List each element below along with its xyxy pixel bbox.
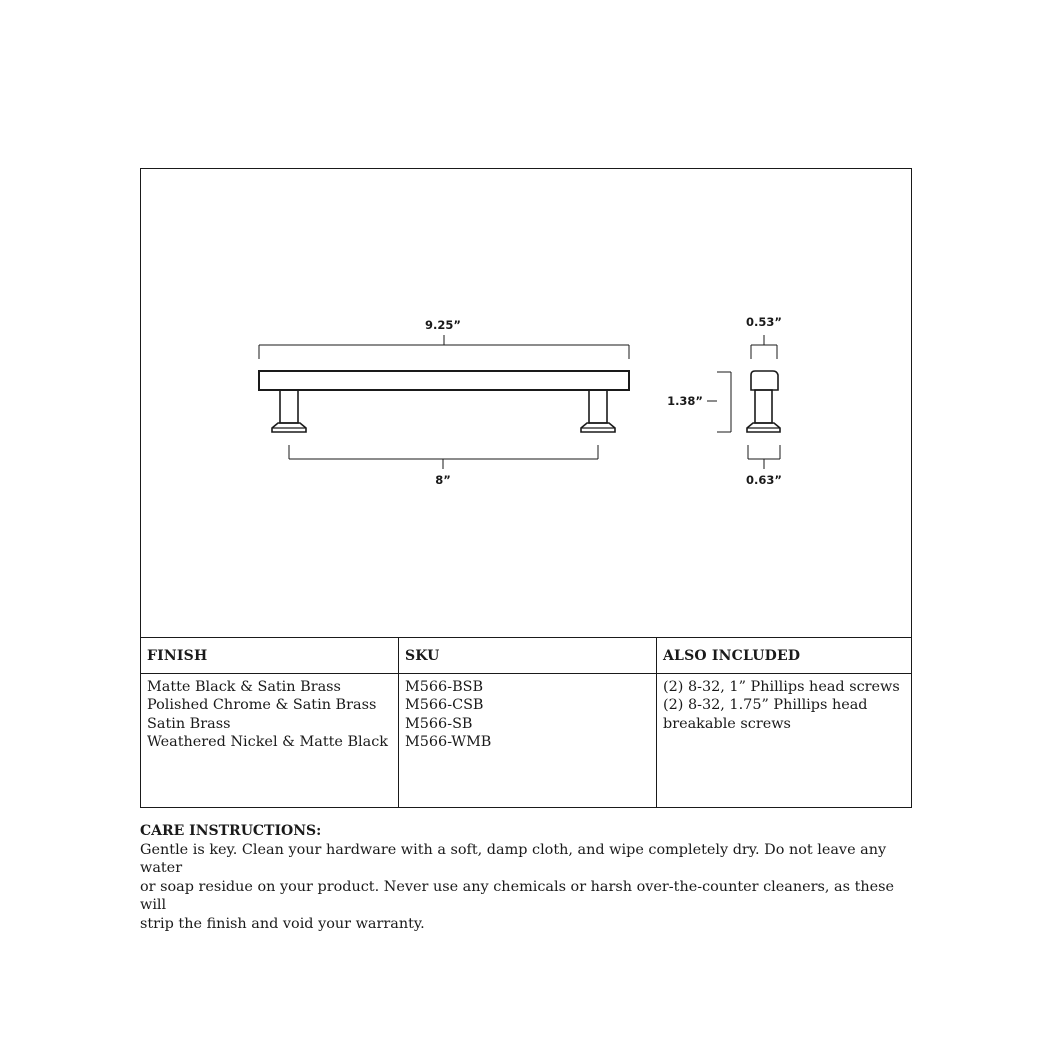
also-included-column — [656, 638, 911, 808]
finish-column — [141, 638, 398, 808]
finish-list — [141, 674, 398, 752]
care-text-line: or soap residue on your product. Never use any chemicals or harsh over-the-counter cleaners, as these will — [140, 878, 895, 913]
spec-table — [141, 637, 911, 808]
bar-width-label: 0.53” — [746, 315, 782, 329]
center-to-center-dimension-line — [289, 445, 598, 469]
care-instructions — [140, 822, 920, 933]
pull-drawing-svg — [141, 169, 911, 637]
projection-label: 1.38” — [667, 394, 703, 408]
finish-item: Matte Black & Satin Brass — [147, 679, 341, 695]
right-post — [581, 390, 615, 432]
spec-sheet — [140, 168, 912, 808]
sku-item: M566-CSB — [405, 697, 484, 714]
bar-width-dimension-line — [751, 335, 777, 359]
sku-item: M566-WMB — [405, 734, 492, 751]
technical-drawing — [141, 169, 911, 637]
included-item: (2) 8-32, 1” Phillips head screws — [663, 679, 900, 695]
care-text-line: strip the finish and void your warranty. — [140, 915, 425, 932]
sku-list — [399, 674, 656, 752]
left-post — [272, 390, 306, 432]
care-title: CARE INSTRUCTIONS: — [140, 823, 322, 839]
sku-header: SKU — [399, 638, 656, 674]
sku-column — [398, 638, 656, 808]
included-item: (2) 8-32, 1.75” Phillips head — [663, 697, 868, 714]
center-to-center-label: 8” — [435, 473, 451, 487]
handle-bar — [259, 371, 629, 390]
base-diameter-dimension-line — [748, 445, 780, 469]
finish-item: Satin Brass — [147, 715, 231, 732]
also-included-header: ALSO INCLUDED — [657, 638, 911, 674]
finish-item: Polished Chrome & Satin Brass — [147, 697, 377, 714]
care-text-line: Gentle is key. Clean your hardware with a soft, damp cloth, and wipe completely dry. Do not leave any water — [140, 841, 887, 876]
overall-length-dimension-line — [259, 335, 629, 359]
finish-header: FINISH — [141, 638, 398, 674]
included-item: breakable screws — [663, 715, 791, 732]
finish-item: Weathered Nickel & Matte Black — [147, 734, 389, 751]
sku-item: M566-BSB — [405, 679, 484, 695]
projection-dimension-line — [707, 372, 731, 432]
base-diameter-label: 0.63” — [746, 473, 782, 487]
overall-length-label: 9.25” — [425, 318, 461, 332]
sku-item: M566-SB — [405, 715, 473, 732]
included-list — [657, 674, 911, 733]
side-view-profile — [747, 371, 780, 432]
